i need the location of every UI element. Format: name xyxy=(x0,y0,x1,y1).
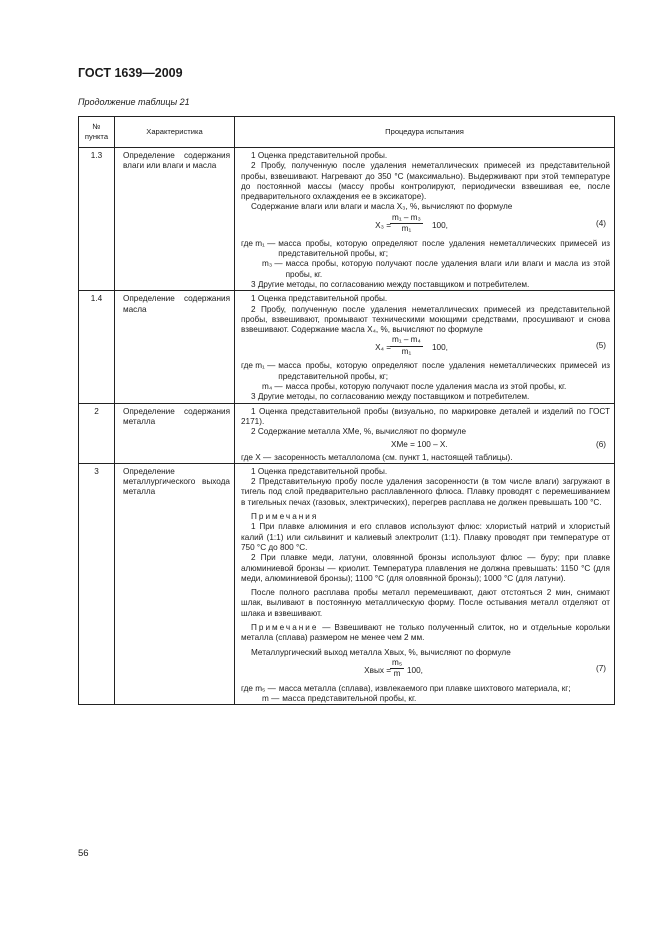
procedure-step: 1 Оценка представительной пробы (визуально, по маркировке деталей и изделий по ГОСТ 2171). xyxy=(241,406,610,426)
variable-key: где m₁ — xyxy=(241,238,276,248)
document-code: ГОСТ 1639—2009 xyxy=(78,66,183,80)
inline-note-text: — Взвешивают не только полученный слиток, но и отдельные корольки металла (сплава) размером не менее чем 2 мм. xyxy=(241,622,611,643)
formula-4 xyxy=(241,213,610,239)
formula-rest: 100, xyxy=(407,665,423,675)
variable-desc: масса пробы, которую определяют после удаления неметаллических примесей из представительной пробы, кг; xyxy=(278,238,610,259)
procedure-text: После полного расплава пробы металл перемешивают, дают отстояться 2 мин, снимают шлак, выливают в постоянную металлическую форму. После остывания металл отделяют от шлака и взвешивают. xyxy=(241,588,610,618)
formula-expression: XMe = 100 – X. xyxy=(391,439,448,449)
row-characteristic: Определение содержания влаги или влаги и масла xyxy=(115,148,235,291)
formula-fraction xyxy=(390,658,404,680)
formula-rest: 100, xyxy=(432,343,448,353)
table-row xyxy=(79,148,615,291)
table-row xyxy=(79,403,615,463)
variable-desc: масса пробы, которую получают после удаления масла из этой пробы, кг. xyxy=(285,382,567,392)
variable-key: m — xyxy=(262,694,280,704)
variable-desc: масса пробы, которую определяют после удаления неметаллических примесей из представительной пробы, кг; xyxy=(278,361,610,381)
table-row xyxy=(79,291,615,403)
col-header-procedure: Процедура испытания xyxy=(235,117,615,148)
test-procedures-table xyxy=(78,116,615,705)
row-characteristic: Определение содержания металла xyxy=(115,403,235,463)
table-row xyxy=(79,463,615,705)
formula-numerator: m₁ – m₄ xyxy=(390,335,423,346)
row-procedure xyxy=(235,463,615,705)
formula-lhs: Xвых = xyxy=(364,665,391,675)
row-procedure xyxy=(235,148,615,291)
row-characteristic: Определение содержания масла xyxy=(115,291,235,403)
col-header-num: № пункта xyxy=(79,117,115,148)
notes-title: Примечания xyxy=(251,512,319,522)
table-continuation-caption: Продолжение таблицы 21 xyxy=(78,97,190,107)
formula-lhs: X₃ = xyxy=(375,220,391,230)
formula-7 xyxy=(241,658,610,684)
row-number: 1.3 xyxy=(79,148,115,291)
variable-definition xyxy=(241,361,610,382)
formula-numerator: m₁ – m₃ xyxy=(390,213,423,224)
row-characteristic: Определение металлургического выхода металла xyxy=(115,463,235,705)
variable-definition xyxy=(241,382,610,392)
formula-numerator: m₅ xyxy=(390,658,404,669)
formula-number: (5) xyxy=(595,341,606,351)
variable-desc: масса металла (сплава), извлекаемого при плавке шихтового материала, кг; xyxy=(278,683,571,693)
formula-number: (4) xyxy=(595,218,606,228)
variable-desc: масса пробы, которую получают после удаления влаги или влаги и масла из этой пробы, кг. xyxy=(285,259,610,279)
procedure-step: 1 Оценка представительной пробы. xyxy=(251,466,388,476)
variable-definition xyxy=(241,259,610,280)
formula-fraction xyxy=(390,213,423,235)
formula-denominator: m₁ xyxy=(401,346,412,356)
procedure-step: 2 Представительную пробу после удаления засоренности (в том числе влаги) загружают в тигель под слой предварительно расплавленного флюса. Плавку проводят с перемешиванием в тигельных печах (газовых, электрических), перегрев расплава не должен превышать 100 °С. xyxy=(241,477,610,507)
variable-definition xyxy=(241,239,610,260)
formula-number: (6) xyxy=(595,439,606,449)
variable-desc: масса представительной пробы, кг. xyxy=(282,694,417,704)
variable-key: где m₁ — xyxy=(241,361,276,371)
formula-5 xyxy=(241,335,610,361)
procedure-step: 2 Содержание металла XMe, %, вычисляют по формуле xyxy=(251,427,467,437)
variable-definition xyxy=(241,684,610,694)
procedure-step: 3 Другие методы, по согласованию между поставщиком и потребителем. xyxy=(251,392,530,402)
variable-key: m₃ — xyxy=(262,259,283,269)
variable-key: m₄ — xyxy=(262,382,283,392)
row-number: 2 xyxy=(79,403,115,463)
formula-rest: 100, xyxy=(432,220,448,230)
variable-key: где m₅ — xyxy=(241,683,276,693)
variable-key: где X — xyxy=(241,452,272,462)
row-procedure xyxy=(235,403,615,463)
procedure-step: 2 Пробу, полученную после удаления неметаллических примесей из представительной пробы, взвешивают. Нагревают до 350 °С (максимально). Выдерживают при этой температуре до постоянной массы (массу пробы контролируют, периодически взвешивая ее, после предварительного охлаждения ее в эксикаторе). xyxy=(241,161,610,202)
formula-denominator: m₁ xyxy=(401,224,412,234)
note-item: 1 При плавке алюминия и его сплавов используют флюс: хлористый натрий и хлористый калий (1:1) или сильвинит и калиевый электролит (1:1). Плавку проводят при температуре от 750 °С до 800 °С. xyxy=(241,522,610,552)
formula-number: (7) xyxy=(595,663,606,673)
col-header-characteristic: Характеристика xyxy=(115,117,235,148)
formula-fraction xyxy=(390,335,423,357)
inline-note-title: Примечание xyxy=(251,622,319,632)
procedure-text: Металлургический выход металла Xвых, %, вычисляют по формуле xyxy=(251,647,511,657)
variable-definition xyxy=(241,694,610,704)
variable-desc: засоренность металлолома (см. пункт 1, настоящей таблицы). xyxy=(274,452,513,462)
procedure-step: 2 Пробу, полученную после удаления неметаллических примесей из представительной пробы, взвешивают, промывают техническими моющими средствами, просушивают и снова взвешивают. Содержание масла X₄, %, вычисляют по формуле xyxy=(241,304,610,335)
note-item: 2 При плавке меди, латуни, оловянной бронзы используют флюс — буру; при плавке алюминиевой бронзы — криолит. Температура плавления не должна превышать: 1150 °С (для меди, алюминиевой бронзы); 1100 °С (для оловянной бронзы); 1000 °С (для латуни). xyxy=(241,553,610,583)
inline-note xyxy=(241,623,610,644)
row-number: 3 xyxy=(79,463,115,705)
formula-6 xyxy=(241,438,610,453)
page-number: 56 xyxy=(78,848,89,859)
variable-definition xyxy=(241,453,610,463)
procedure-step: 3 Другие методы, по согласованию между поставщиком и потребителем. xyxy=(251,279,530,289)
procedure-text: Содержание влаги или влаги и масла X₃, %, вычисляют по формуле xyxy=(251,202,513,212)
procedure-step: 1 Оценка представительной пробы. xyxy=(251,294,388,304)
formula-denominator: m xyxy=(393,669,401,679)
procedure-step: 1 Оценка представительной пробы. xyxy=(251,151,388,160)
row-number: 1.4 xyxy=(79,291,115,403)
formula-lhs: X₄ = xyxy=(375,343,391,353)
table-header-row xyxy=(79,117,615,148)
row-procedure xyxy=(235,291,615,403)
